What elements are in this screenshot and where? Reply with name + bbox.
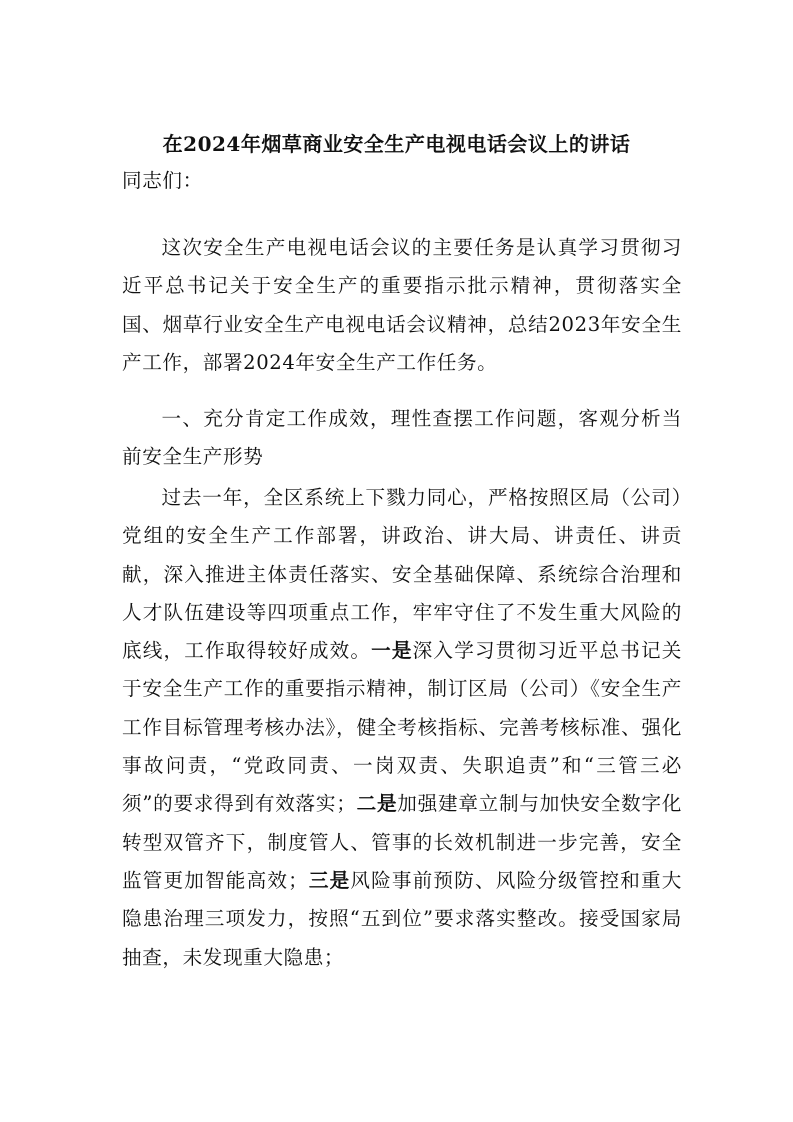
lead-marker-first: 一是 (371, 639, 413, 663)
achievement-second: 加强建章立制与加快安全数字化转型双管齐下，制度管人、管事的长效机制进一步完善，安全监管更加智能高效； (122, 792, 683, 892)
achievements-intro: 过去一年，全区系统上下戮力同心，严格按照区局（公司）党组的安全生产工作部署，讲政治、讲大局、讲责任、讲贡献，深入推进主体责任落实、安全基础保障、系统综合治理和人才队伍建设等四项重点工作，牢牢守住了不发生重大风险的底线，工作取得较好成效。 (122, 486, 682, 663)
document-title: 在2024年烟草商业安全生产电视电话会议上的讲话 (162, 132, 631, 156)
section-heading: 一、充分肯定工作成效，理性查摆工作问题，客观分析当前安全生产形势 (122, 407, 682, 469)
salutation: 同志们： (122, 169, 203, 192)
paragraph-intro: 这次安全生产电视电话会议的主要任务是认真学习贯彻习近平总书记关于安全生产的重要指示批示精神，贯彻落实全国、烟草行业安全生产电视电话会议精神，总结2023年安全生产工作，部署2024年安全生产工作任务。 (122, 236, 682, 374)
lead-marker-second: 二是 (356, 792, 398, 816)
lead-marker-third: 三是 (308, 868, 351, 892)
achievement-third: 风险事前预防、风险分级管控和重大隐患治理三项发力，按照“五到位”要求落实整改。接受国家局抽查，未发现重大隐患； (122, 868, 682, 969)
paragraph-achievements (122, 479, 682, 977)
achievement-first: 深入学习贯彻习近平总书记关于安全生产工作的重要指示精神，制订区局（公司）《安全生产工作目标管理考核办法》，健全考核指标、完善考核标准、强化事故问责，“党政同责、一岗双责、失职追责”和“三管三必须”的要求得到有效落实； (122, 639, 682, 816)
